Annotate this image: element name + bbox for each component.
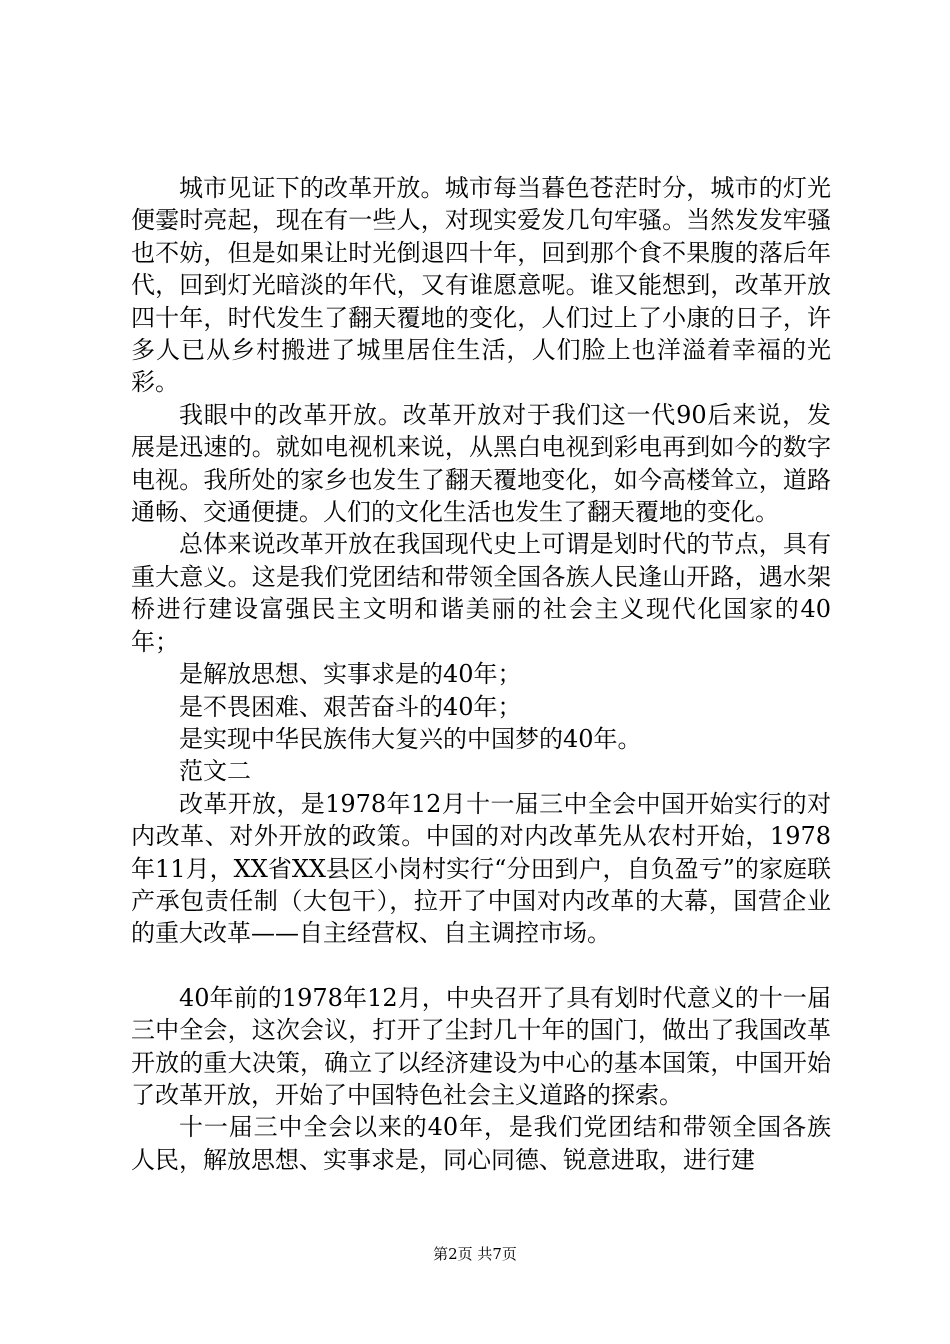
paragraph-city-reform: 城市见证下的改革开放。城市每当暮色苍茫时分，城市的灯光便霎时亮起，现在有一些人，对现实爱发几句牢骚。当然发发牢骚也不妨，但是如果让时光倒退四十年，回到那个食不果腹的落后年代，回到灯光暗淡的年代，又有谁愿意呢。谁又能想到，改革开放四十年，时代发生了翻天覆地的变化，人们过上了小康的日子，许多人已从乡村搬进了城里居住生活，人们脸上也洋溢着幸福的光彩。	[131, 174, 831, 397]
paragraph-liberation: 是解放思想、实事求是的40年；	[179, 660, 522, 689]
paragraph-my-view: 我眼中的改革开放。改革开放对于我们这一代90后来说，发展是迅速的。就如电视机来说，从黑白电视到彩电再到如今的数字电视。我所处的家乡也发生了翻天覆地变化，如今高楼耸立，道路通畅、交通便捷。人们的文化生活也发生了翻天覆地的变化。	[131, 400, 831, 527]
paragraph-reform-definition: 改革开放，是1978年12月十一届三中全会中国开始实行的对内改革、对外开放的政策。中国的对内改革先从农村开始，1978年11月，XX省XX县区小岗村实行“分田到户，自负盈亏”的家庭联产承包责任制（大包干），拉开了中国对内改革的大幕，国营企业的重大改革——自主经营权、自主调控市场。	[131, 789, 831, 948]
paragraph-plenum-history: 40年前的1978年12月，中央召开了具有划时代意义的十一届三中全会，这次会议，打开了尘封几十年的国门，做出了我国改革开放的重大决策，确立了以经济建设为中心的基本国策，中国开始了改革开放，开始了中国特色社会主义道路的探索。	[131, 983, 831, 1109]
paragraph-hardship: 是不畏困难、艰苦奋斗的40年；	[179, 692, 522, 721]
paragraph-summary: 总体来说改革开放在我国现代史上可谓是划时代的节点，具有重大意义。这是我们党团结和带领全国各族人民逢山开路，遇水架桥进行建设富强民主文明和谐美丽的社会主义现代化国家的40年；	[131, 530, 831, 656]
document-body	[131, 172, 831, 1176]
page-number-footer: 第2页 共7页	[433, 1245, 517, 1263]
section-heading-sample-two: 范文二	[179, 757, 251, 786]
paragraph-chinese-dream: 是实现中华民族伟大复兴的中国梦的40年。	[179, 724, 642, 753]
paragraph-forty-years: 十一届三中全会以来的40年，是我们党团结和带领全国各族人民，解放思想、实事求是，同心同德、锐意进取，进行建	[131, 1113, 831, 1174]
